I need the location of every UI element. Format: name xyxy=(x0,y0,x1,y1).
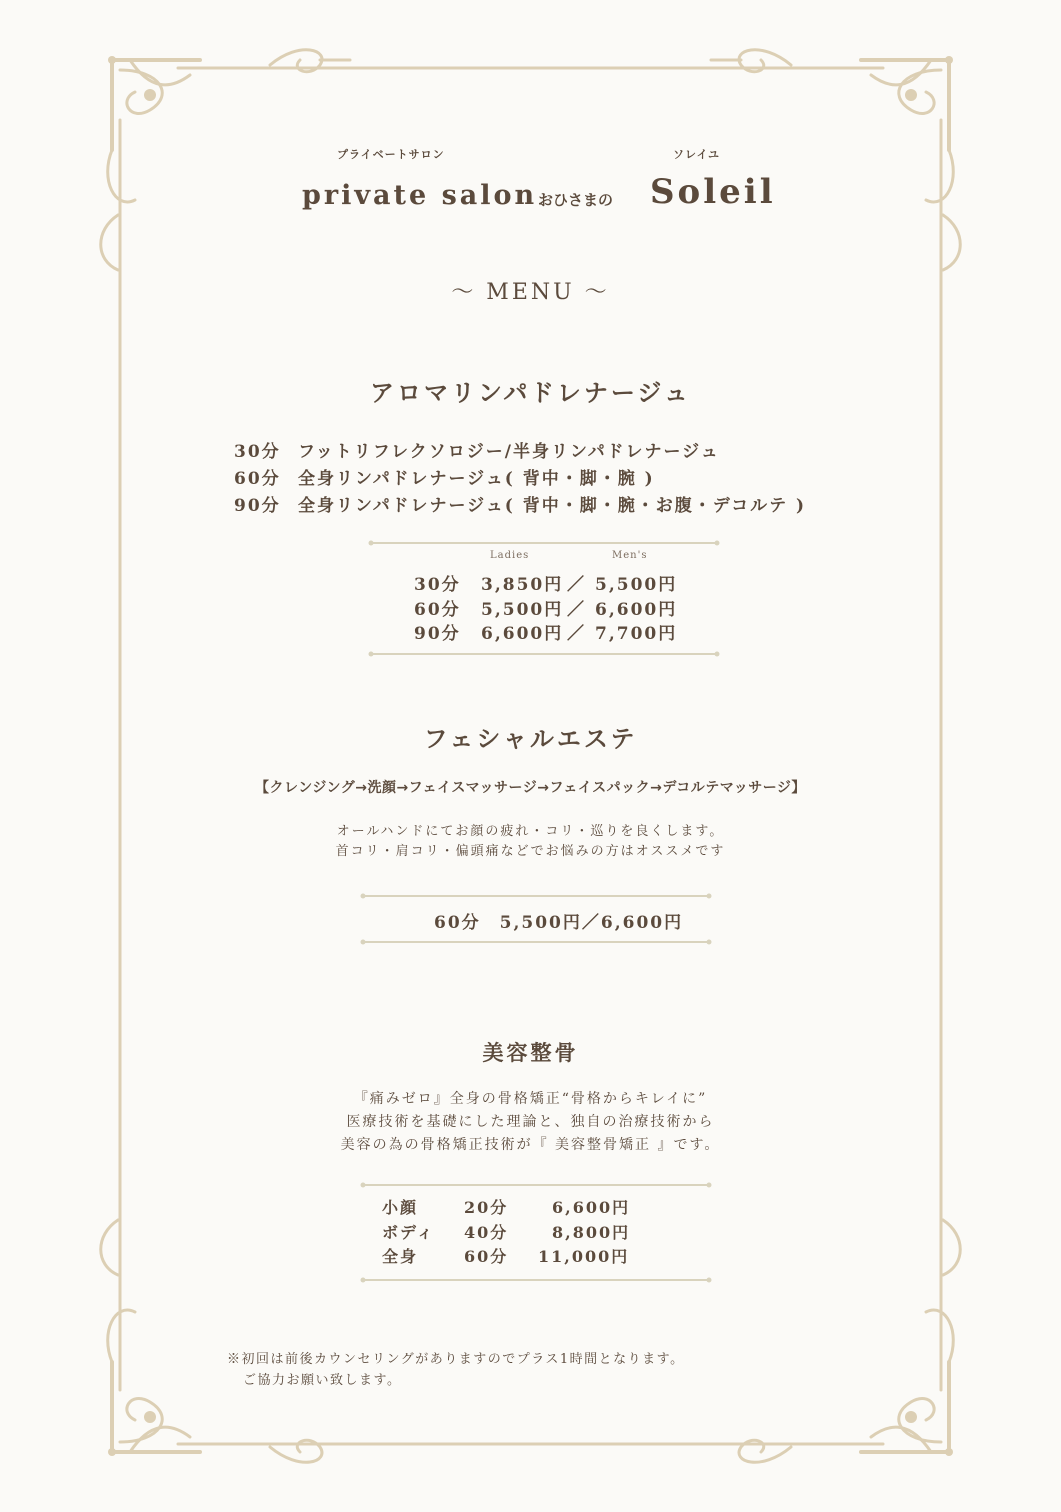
facial-section-title: フェシャルエステ xyxy=(423,725,638,753)
divider xyxy=(368,649,720,659)
price-time: 90分 xyxy=(414,624,461,644)
aroma-section-title: アロマリンパドレナージュ xyxy=(370,379,691,407)
price-ladies: 5,500円 xyxy=(481,600,564,620)
price-separator: ／ xyxy=(567,624,586,644)
price-mens: 7,700円 xyxy=(595,624,678,644)
seikotsu-part: ボディ xyxy=(382,1223,435,1242)
aroma-course-time: 30分 xyxy=(234,442,281,462)
menu-heading: 〜 MENU 〜 xyxy=(451,280,610,305)
seikotsu-section-title: 美容整骨 xyxy=(482,1041,579,1065)
aroma-course-name: 全身リンパドレナージュ( 背中・脚・腕・お腹・デコルテ ) xyxy=(298,496,807,516)
brand-ruby-left: プライベートサロン xyxy=(337,148,445,161)
seikotsu-description-line: 医療技術を基礎にした理論と、独自の治療技術から xyxy=(346,1114,715,1130)
divider xyxy=(360,1275,712,1285)
brand-ruby-right: ソレイユ xyxy=(673,148,721,161)
aroma-course-name: フットリフレクソロジー/半身リンパドレナージュ xyxy=(298,442,720,462)
aroma-course-name: 全身リンパドレナージュ( 背中・脚・腕 ) xyxy=(298,469,655,489)
price-separator: ／ xyxy=(567,575,586,595)
seikotsu-price: 6,600円 xyxy=(552,1198,631,1217)
seikotsu-time: 20分 xyxy=(464,1198,509,1217)
price-header-mens: Men's xyxy=(612,550,648,561)
seikotsu-time: 40分 xyxy=(464,1223,509,1242)
divider xyxy=(360,1180,712,1190)
divider xyxy=(360,937,712,947)
price-ladies: 3,850円 xyxy=(481,575,564,595)
footer-note-line: ご協力お願い致します。 xyxy=(243,1373,402,1388)
aroma-course-time: 60分 xyxy=(234,469,281,489)
brand-japanese: おひさまの xyxy=(538,191,614,209)
seikotsu-description-line: 『痛みゼロ』全身の骨格矯正“骨格からキレイに” xyxy=(353,1091,708,1107)
brand-english: private salon xyxy=(302,180,538,211)
seikotsu-time: 60分 xyxy=(464,1247,509,1266)
price-mens: 6,600円 xyxy=(595,600,678,620)
price-mens: 5,500円 xyxy=(595,575,678,595)
facial-price: 60分 5,500円／6,600円 xyxy=(434,913,684,933)
divider xyxy=(360,891,712,901)
facial-steps: 【クレンジング→洗顔→フェイスマッサージ→フェイスパック→デコルテマッサージ】 xyxy=(255,780,806,796)
facial-description-line: 首コリ・肩コリ・偏頭痛などでお悩みの方はオススメです xyxy=(335,844,726,859)
price-time: 60分 xyxy=(414,600,461,620)
divider xyxy=(368,538,720,548)
price-ladies: 6,600円 xyxy=(481,624,564,644)
price-time: 30分 xyxy=(414,575,461,595)
seikotsu-price: 11,000円 xyxy=(538,1247,630,1266)
seikotsu-description-line: 美容の為の骨格矯正技術が『 美容整骨矯正 』です。 xyxy=(340,1137,721,1153)
price-separator: ／ xyxy=(567,600,586,620)
aroma-course-time: 90分 xyxy=(234,496,281,516)
price-header-ladies: Ladies xyxy=(490,550,530,561)
footer-note-line: ※初回は前後カウンセリングがありますのでプラス1時間となります。 xyxy=(227,1352,685,1367)
seikotsu-part: 全身 xyxy=(382,1247,419,1266)
seikotsu-price: 8,800円 xyxy=(552,1223,631,1242)
facial-description-line: オールハンドにてお顔の疲れ・コリ・巡りを良くします。 xyxy=(336,824,725,839)
brand-name: Soleil xyxy=(650,172,776,212)
seikotsu-part: 小顔 xyxy=(382,1198,419,1217)
